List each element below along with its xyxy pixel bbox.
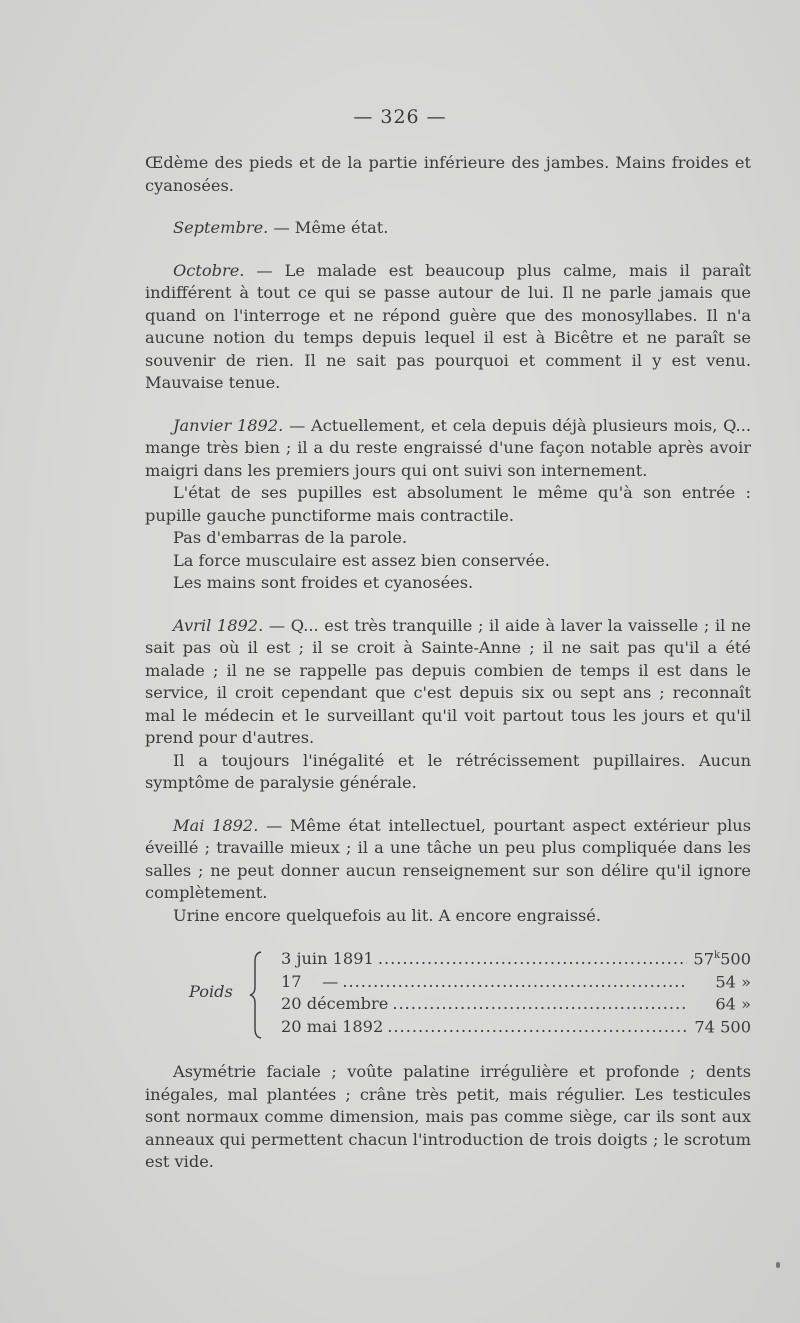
- paragraph: Les mains sont froides et cyanosées.: [173, 573, 474, 592]
- weight-row: [281, 990, 751, 1013]
- body-text: [145, 152, 751, 1174]
- entry-text: — Q... est très tranquille ; il aide à laver la vaisselle ; il ne sait pas où il est ; il se croit à Sainte-Anne ; il ne sait pas qu'il a été malade ; il ne se rappelle pas depuis combien de temps il est dans le service, il croit cependant que c'est depuis six ou sept ans ; reconnaît mal le médecin et le surveillant qu'il voit partout tous les jours et qu'il prend pour d'autres.: [145, 615, 751, 747]
- entry-text: — Même état intellectuel, pourtant aspect extérieur plus éveillé ; travaille mieux ; il a une tâche un peu plus compliquée dans les salles ; ne peut donner aucun renseignement sur son délire qu'il ignore complètement.: [145, 815, 751, 902]
- entry-date: Septembre.: [173, 218, 269, 237]
- intro-paragraph: Œdème des pieds et de la partie inférieure des jambes. Mains froides et cyanosées.: [145, 153, 751, 195]
- weight-value: 57$^k$500: [693, 949, 751, 969]
- brace-icon: [249, 951, 263, 1039]
- weights-rows: [281, 945, 751, 1035]
- weight-date: 20 décembre: [281, 994, 389, 1014]
- weight-value: 74 500: [694, 1016, 751, 1036]
- leader-dots: [387, 1016, 687, 1039]
- weight-row: [281, 945, 751, 968]
- entry-septembre: [145, 217, 751, 240]
- entry-octobre: [145, 260, 751, 395]
- leader-dots: [342, 971, 687, 994]
- weight-date: 20 mai 1892: [281, 1016, 384, 1036]
- page-number: — 326 —: [353, 106, 447, 128]
- weights-label: Poids: [189, 982, 233, 1001]
- paragraph: L'état de ses pupilles est absolument le même qu'à son entrée : pupille gauche punctiforme mais contractile.: [145, 483, 751, 525]
- entry-date: Mai 1892.: [173, 815, 259, 835]
- weight-date: 17 —: [281, 971, 339, 991]
- conclusion-paragraph: Asymétrie faciale ; voûte palatine irrégulière et profonde ; dents inégales, mal plantées ; crâne très petit, mais régulier. Les testicules sont normaux comme dimension, mais pas comme siège, car ils sont aux anneaux qui permettent chacun l'introduction de trois doigts ; le scrotum est vide.: [145, 1062, 751, 1171]
- weight-value: 54 »: [715, 971, 751, 991]
- leader-dots: [378, 948, 687, 971]
- entry-mai: [145, 815, 751, 905]
- weight-row: [281, 968, 751, 991]
- entry-date: Octobre.: [173, 260, 245, 280]
- weight-row: [281, 1013, 751, 1036]
- entry-text: — Actuellement, et cela depuis déjà plusieurs mois, Q... mange très bien ; il a du reste engraissé d'une façon notable après avoir maigri dans les premiers jours qui ont suivi son internement.: [145, 415, 751, 480]
- entry-date: Janvier 1892.: [173, 415, 284, 435]
- entry-janvier: [145, 415, 751, 483]
- paragraph: Il a toujours l'inégalité et le rétrécissement pupillaires. Aucun symptôme de paralysie générale.: [145, 750, 751, 792]
- weights-table: [145, 945, 751, 1043]
- paragraph: Urine encore quelquefois au lit. A encore engraissé.: [173, 905, 602, 925]
- weight-date: 3 juin 1891: [281, 949, 374, 969]
- weight-value: 64 »: [715, 994, 751, 1014]
- entry-date: Avril 1892.: [173, 615, 264, 635]
- paragraph: Pas d'embarras de la parole.: [173, 528, 408, 547]
- entry-text: — Même état.: [268, 218, 389, 237]
- paragraph: La force musculaire est assez bien conservée.: [173, 550, 550, 570]
- page-speck: [776, 1262, 780, 1268]
- leader-dots: [392, 993, 687, 1016]
- entry-text: — Le malade est beaucoup plus calme, mais il paraît indifférent à tout ce qui se passe autour de lui. Il ne parle jamais que quand on l'interroge et ne répond guère que des monosyllabes. Il n'a aucune notion du temps depuis lequel il est à Bicêtre et ne paraît se souvenir de rien. Il ne sait pas pourquoi et comment il y est venu. Mauvaise tenue.: [145, 260, 751, 392]
- entry-avril: [145, 615, 751, 750]
